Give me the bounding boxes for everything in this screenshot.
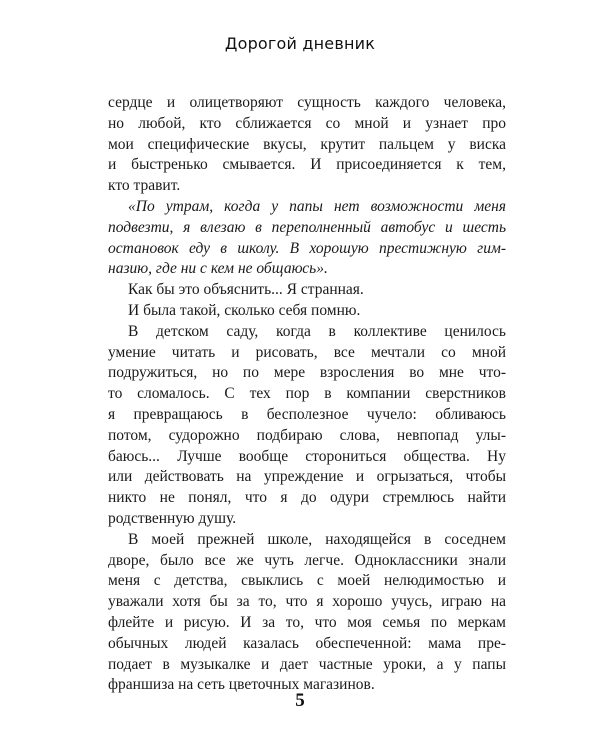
- text-line: то сломалось. С тех пор в компании сверстников: [108, 385, 506, 403]
- text-line: я превращаюсь в бесполезное чучело: обливаюсь: [108, 405, 506, 423]
- text-line: баюсь... Лучше вообще сторониться общества. Ну: [108, 447, 506, 465]
- page-number: 5: [295, 690, 305, 711]
- text-line: кто травит.: [108, 177, 181, 195]
- text-line: меня с детства, свыклись с моей нелюдимостью и: [108, 572, 506, 590]
- text-line: И была такой, сколько себя помню.: [128, 301, 361, 319]
- text-line: или действовать на упреждение и огрызаться, чтобы: [108, 468, 506, 486]
- text-line: умение читать и рисовать, все мечтали со мной: [108, 343, 506, 361]
- text-line: остановок еду в школу. В хорошую престижную гим-: [108, 239, 506, 257]
- text-line: назию, где ни с кем не общаюсь».: [108, 260, 328, 278]
- text-line: родственную душу.: [108, 509, 237, 527]
- text-line: дворе, было все же чуть легче. Одноклассники знали: [108, 551, 506, 569]
- text-line: мои специфические вкусы, крутит пальцем у виска: [108, 135, 506, 153]
- text-line: В моей прежней школе, находящейся в соседнем: [128, 530, 506, 548]
- text-line: подвезти, я влезаю в переполненный автобус и шесть: [108, 218, 506, 236]
- text-line: обычных людей казалась обеспеченной: мама пре-: [108, 634, 506, 652]
- text-line: В детском саду, когда в коллективе ценилось: [128, 322, 506, 340]
- text-line: «По утрам, когда у папы нет возможности меня: [128, 197, 506, 215]
- text-line: франшиза на сеть цветочных магазинов.: [108, 676, 375, 694]
- text-line: сердце и олицетворяют сущность каждого человека,: [108, 94, 506, 111]
- text-line: потом, судорожно подбираю слова, невпопад улы-: [108, 426, 506, 444]
- text-line: никто не понял, что я до одури стремлюсь найти: [108, 489, 506, 507]
- text-line: уважали хотя бы за то, что я хорошо учусь, играю на: [108, 593, 506, 611]
- text-line: но любой, кто сближается со мной и узнает про: [108, 114, 506, 132]
- text-line: подружиться, но по мере взросления во мне что-: [108, 364, 506, 382]
- text-line: подает в музыкалке и дает частные уроки, а у папы: [108, 655, 506, 673]
- text-line: Как бы это объяснить... Я странная.: [128, 281, 364, 299]
- text-line: флейте и рисую. И за то, что моя семья по меркам: [108, 613, 506, 631]
- text-line: и быстренько смывается. И присоединяется к тем,: [108, 156, 506, 174]
- running-title: Дорогой дневник: [224, 34, 376, 53]
- body-text: [108, 93, 506, 696]
